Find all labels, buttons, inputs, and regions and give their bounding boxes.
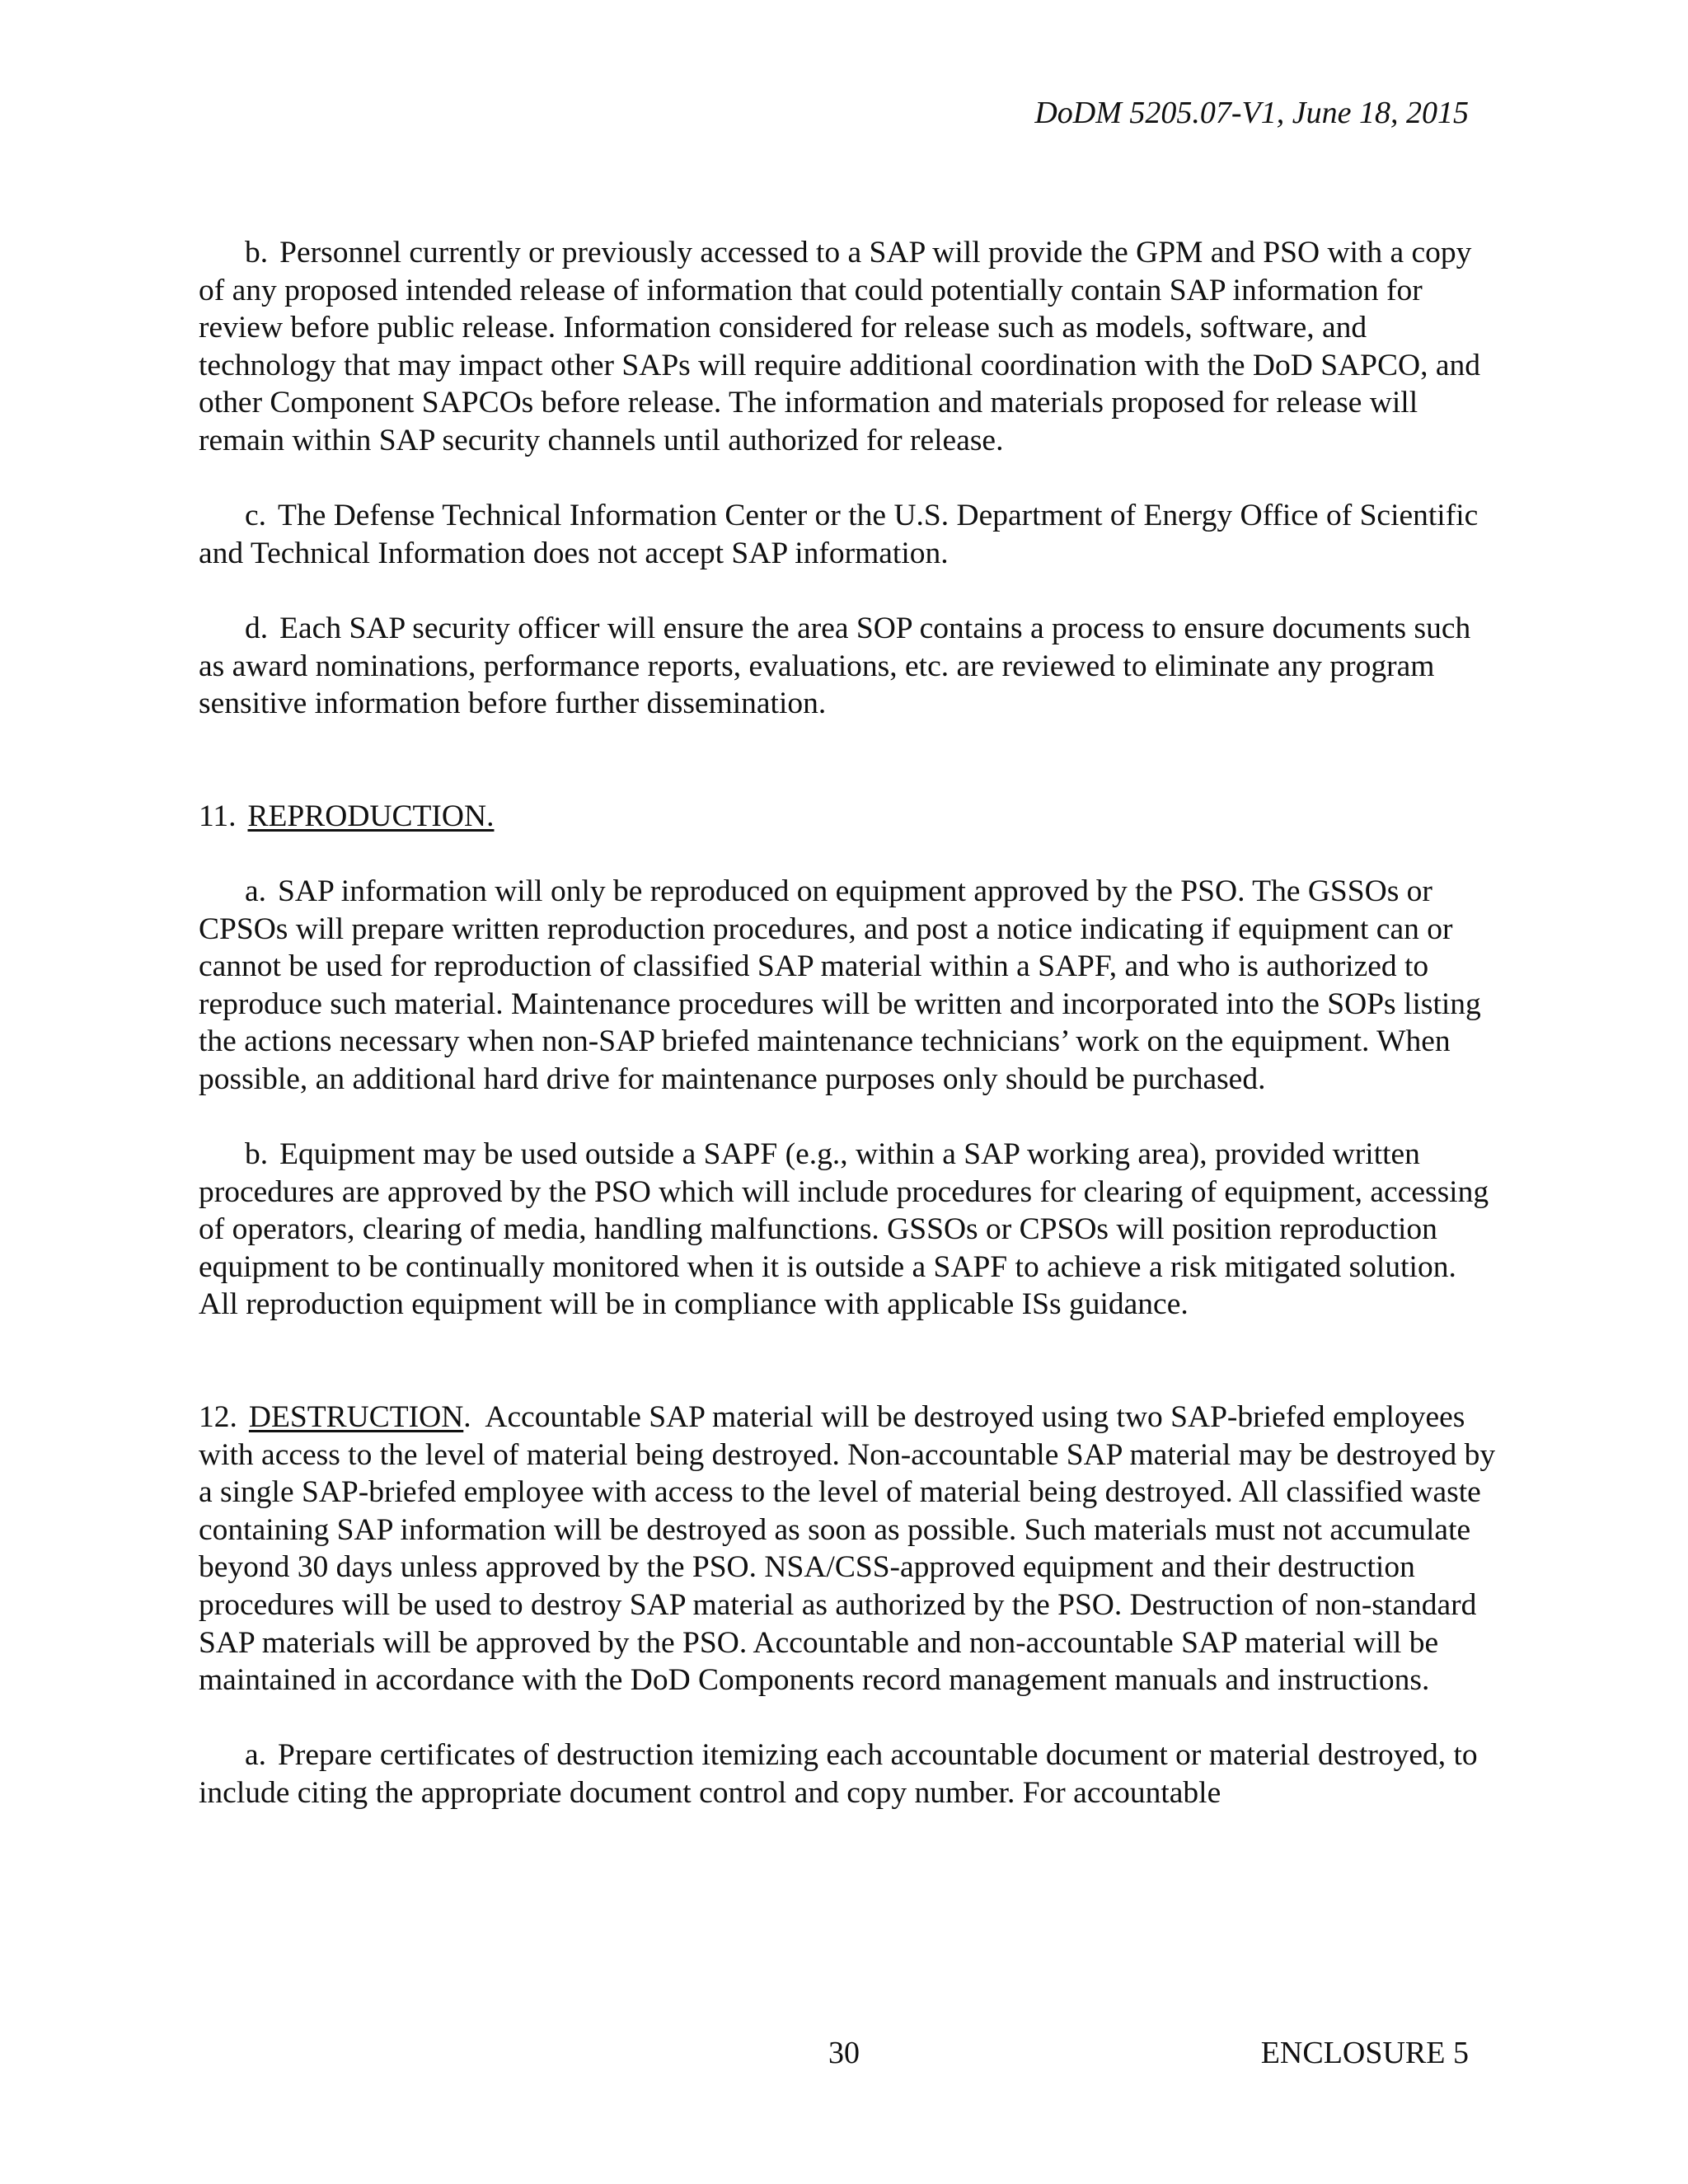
section-title-suffix: . bbox=[463, 1400, 471, 1435]
section-title: REPRODUCTION. bbox=[247, 799, 495, 833]
paragraph-label: c. bbox=[245, 499, 267, 533]
paragraph-11a bbox=[199, 873, 1501, 1099]
paragraph-label: a. bbox=[245, 874, 267, 908]
paragraph-label: a. bbox=[245, 1738, 267, 1773]
section-12 bbox=[199, 1399, 1501, 1699]
paragraph-text: The Defense Technical Information Center or the U.S. Department of Energy Office of Scientific and Technical Information does not accept SAP information. bbox=[199, 499, 1479, 570]
document-header: DoDM 5205.07-V1, June 18, 2015 bbox=[1034, 96, 1469, 130]
paragraph-12a bbox=[199, 1736, 1501, 1811]
section-text: Accountable SAP material will be destroyed using two SAP-briefed employees with access to the level of material being destroyed. Non-accountable SAP material may be destroyed by a single SAP-briefed employee with access to the level of material being destroyed. All classified waste containing SAP information will be destroyed as soon as possible. Such materials must not accumulate beyond 30 days unless approved by the PSO. NSA/CSS-approved equipment and their destruction procedures will be used to destroy SAP material as authorized by the PSO. Destruction of non-standard SAP materials will be approved by the PSO. Accountable and non-accountable SAP material will be maintained in accordance with the DoD Components record management manuals and instructions. bbox=[199, 1400, 1496, 1698]
section-number: 11. bbox=[199, 799, 237, 833]
paragraph-10d bbox=[199, 610, 1501, 723]
paragraph-text: Personnel currently or previously accessed to a SAP will provide the GPM and PSO with a copy of any proposed intended release of information that could potentially contain SAP information for review before public release. Information considered for release such as models, software, and technology that may impact other SAPs will require additional coordination with the DoD SAPCO, and other Component SAPCOs before release. The information and materials proposed for release will remain within SAP security channels until authorized for release. bbox=[199, 236, 1480, 457]
paragraph-10b bbox=[199, 234, 1501, 460]
section-title: DESTRUCTION bbox=[248, 1400, 464, 1435]
document-body bbox=[199, 234, 1501, 1849]
paragraph-label: d. bbox=[245, 611, 269, 645]
paragraph-text: SAP information will only be reproduced on equipment approved by the PSO. The GSSOs or CPSOs will prepare written reproduction procedures, and post a notice indicating if equipment can or cannot be used for reproduction of classified SAP material within a SAPF, and who is authorized to reproduce such material. Maintenance procedures will be written and incorporated into the SOPs listing the actions necessary when non-SAP briefed maintenance technicians’ work on the equipment. When possible, an additional hard drive for maintenance purposes only should be purchased. bbox=[199, 874, 1481, 1096]
paragraph-label: b. bbox=[245, 1137, 269, 1172]
paragraph-label: b. bbox=[245, 236, 269, 269]
enclosure-label: ENCLOSURE 5 bbox=[1260, 2036, 1469, 2070]
paragraph-text: Each SAP security officer will ensure the area SOP contains a process to ensure documents such as award nominations, performance reports, evaluations, etc. are reviewed to eliminate any program sensitive information before further dissemination. bbox=[199, 611, 1471, 721]
page-number: 30 bbox=[828, 2036, 860, 2070]
paragraph-text: Prepare certificates of destruction itemizing each accountable document or material destroyed, to include citing the appropriate document control and copy number. For accountable bbox=[199, 1738, 1478, 1810]
paragraph-text: Equipment may be used outside a SAPF (e.g., within a SAP working area), provided written procedures are approved by the PSO which will include procedures for clearing of equipment, accessing of operators, clearing of media, handling malfunctions. GSSOs or CPSOs will position reproduction equipment to be continually monitored when it is outside a SAPF to achieve a risk mitigated solution. All reproduction equipment will be in compliance with applicable ISs guidance. bbox=[199, 1137, 1489, 1322]
paragraph-10c bbox=[199, 497, 1501, 572]
section-number: 12. bbox=[199, 1400, 237, 1435]
paragraph-11b bbox=[199, 1136, 1501, 1324]
section-heading-11 bbox=[199, 798, 1501, 836]
